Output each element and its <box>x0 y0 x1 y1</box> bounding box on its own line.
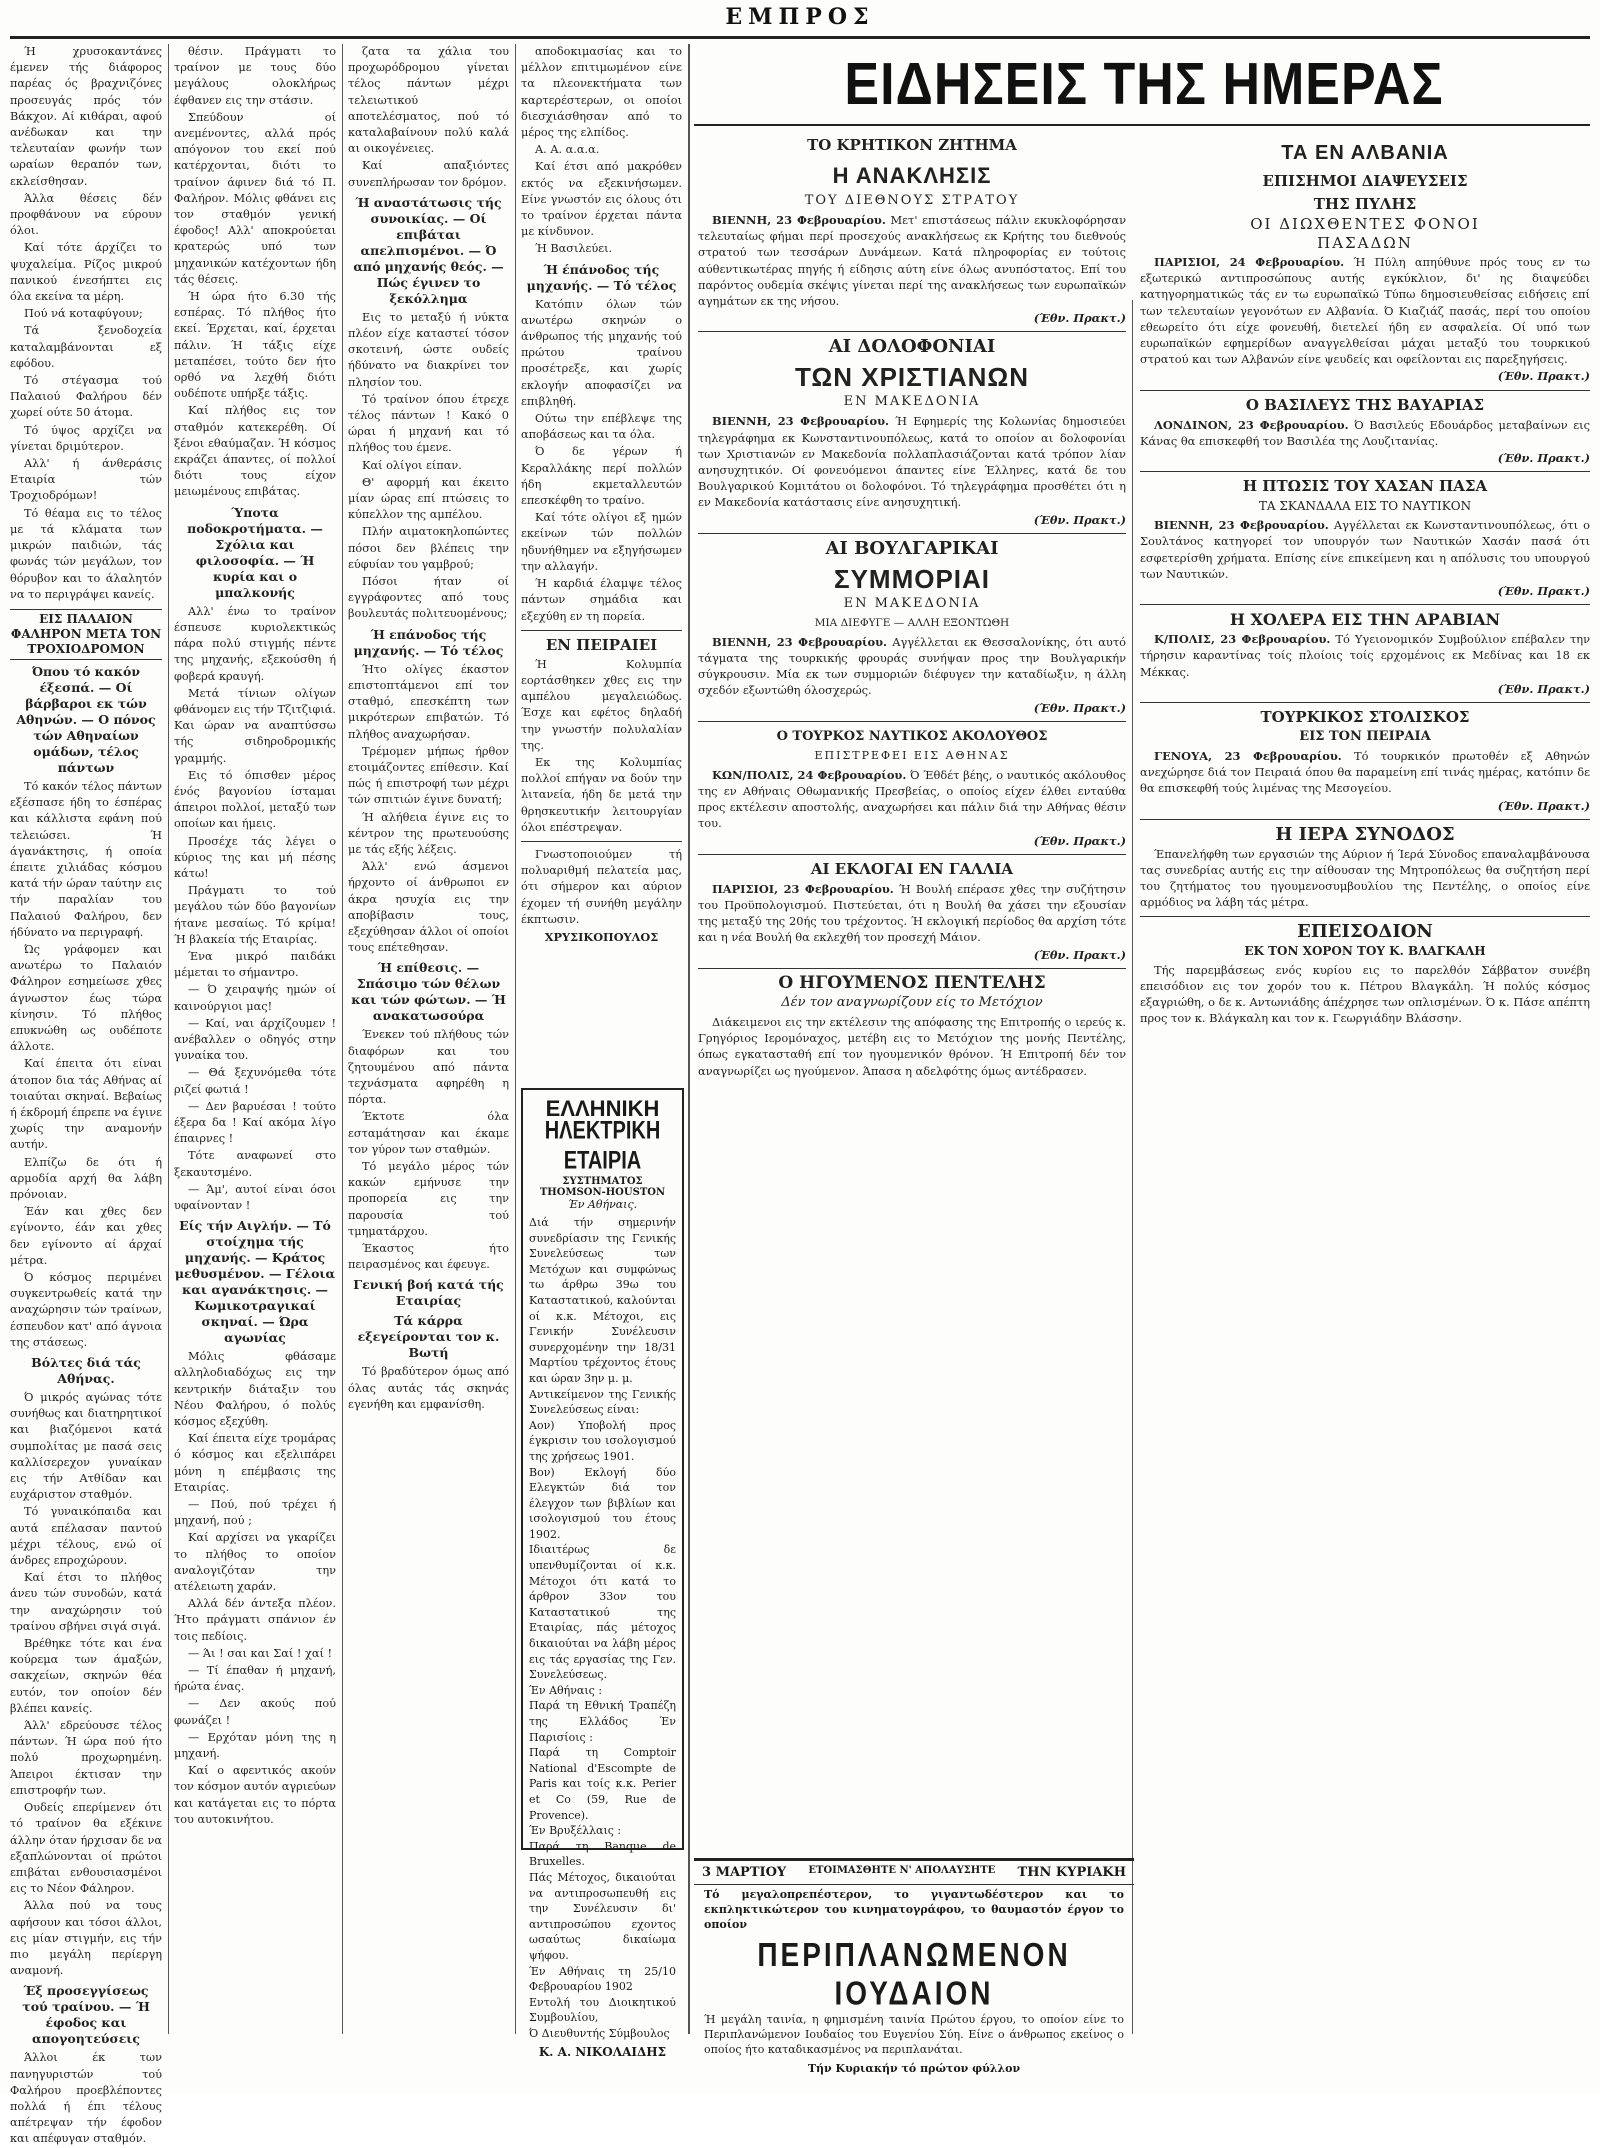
paragraph: ζατα τα χάλια του προχωρόδρομου γίνεται τέλος πάντων μέχρι τελειωτικού αποτελέσματος, πού τό καταλαβαίνουν πολύ καλά αι οικογένειες. <box>348 45 509 156</box>
news-heading: ΑΙ ΕΚΛΟΓΑΙ ΕΝ ΓΑΛΛΙΑ <box>810 859 1014 878</box>
section-heading: Ύποτα ποδοκροτήματα. — Σχόλια και φιλοσοφία. — Ή κυρία και ο μπαλκονής <box>187 504 323 600</box>
news-heading: ΤΩΝ ΧΡΙΣΤΙΑΝΩΝ <box>794 362 1030 393</box>
rule <box>1140 819 1590 820</box>
rule <box>1140 604 1590 605</box>
ad-title: ΕΛΛΗΝΙΚΗ <box>545 1096 660 1121</box>
paragraph: Καί ο αφεντικός ακούν τον κόσμον αυτόν αγριεύων και κατάγεται εις το πόρτα του αυτοκινήτου. <box>174 1764 336 1826</box>
news-heading: Η ΠΤΩΣΙΣ ΤΟΥ ΧΑΣΑΝ ΠΑΣΑ <box>1242 477 1488 496</box>
electric-company-ad <box>521 1088 684 2060</box>
section-heading: Τά κάρρα εξεγείρονται τον κ. Βωτή <box>357 1313 500 1361</box>
news-body: Ή Βουλή επέρασε χθες την συζήτησιν του Προϋπολογισμού. Πιστεύεται, ότι η Βουλή θα χάσει την εξουσίαν της μεταξύ της 20ής του τρέχοντος. Ή εκλογική περίοδος θα αρχίση τότε και η νέα Βουλή θα εκλεχθή τον προσεχή Μάιον. <box>698 881 1126 945</box>
section-heading: Βόλτες διά τάς Αθήνας. <box>31 1355 141 1387</box>
news-subheading: ΠΑΣΑΔΩΝ <box>1317 234 1413 252</box>
rule <box>698 968 1126 969</box>
paragraph: Παρά τη Εθνική Τραπέζη της Ελλάδος Έν Παρισίοις : <box>529 1699 676 1744</box>
section-subheading: Όπου τό κακόν έξεσπά. — Οί βάρβαροι εκ τών Αθηνών. — Ο πόνος τών Αθηναίων ομάδων, τέλος πάντων <box>16 663 156 775</box>
news-left-column <box>698 132 1126 1854</box>
paragraph: Τό στέγασμα τού Παλαιού Φαλήρου δέν χωρεί ούτε 50 άτομα. <box>10 374 162 420</box>
paragraph: Μόλις φθάσαμε αλληλοδιαδόχως εις την κεντρικήν διάταξιν του Νέου Φαλήρου, ό πολύς κόσμος εξεχύθη. <box>174 1350 336 1429</box>
paragraph: Τό μεγάλο μέρος τών κακών εμήνυσε την προπορεία εις την παρουσία τού τμηματάρχου. <box>348 1159 509 1238</box>
ad-title: ΗΛΕΚΤΡΙΚΗ ΕΤΑΙΡΙΑ <box>544 1117 661 1175</box>
dateline: Κ/ΠΟΛΙΣ, 23 Φεβρουαρίου. <box>1154 632 1331 647</box>
paragraph: Έκτοτε όλα εσταμάτησαν και έκαμε τον γύρον των σταθμών. <box>348 1110 509 1156</box>
paragraph: Έκαστος ήτο πειρασμένος και έφευγε. <box>348 1241 509 1272</box>
news-body: Διάκειμενοι εις την εκτέλεσιν της απόφασης της Επιτροπής ο ιερεύς κ. Γρηγόριος Ιερομόναχος, μετέβη εις το Μετόχιον της μονής Πεντέλης, όπως εγκατασταθή επί τον ηγουμενικόν θρόνον. Ή Επιτροπή δέν τον αναγνωρίζει ως ηγούμενον. Άπασα η αδελφότης όμως αντέδρασεν. <box>698 1014 1126 1078</box>
paragraph: Ό δε γέρων ή Κεραλλάκης περί πολλών ήδη εκμεταλλευτών επεσκέφθη το τραίνο. <box>521 445 682 508</box>
rule <box>1140 702 1590 703</box>
paragraph: — Τί έπαθαν ή μηχανή, ήρώτα ένας. <box>174 1664 336 1694</box>
paragraph: Τά ξενοδοχεία καταλαμβάνονται εξ εφόδου. <box>10 324 162 370</box>
column-4 <box>521 44 682 1074</box>
news-source: (Έθν. Πρακτ.) <box>1497 369 1590 384</box>
paragraph: Άλλα πού να τους αφήσουν και τόσοι άλλοι, εις μίαν στιγμήν, εις τήν πιο μεγάλη περίεργη αναμονή. <box>10 1899 162 1978</box>
news-source: (Έθν. Πρακτ.) <box>1497 681 1590 696</box>
paragraph: Καί τότε άρχίζει το ψυχαλείμα. Ρίζος μικρού πανικού ένεσήπτει εις όλα εκείνα τα μέρη. <box>10 241 162 304</box>
news-heading: ΣΥΜΜΟΡΙΑΙ <box>833 563 991 594</box>
section-heading: ΕΙΣ ΠΑΛΑΙΟΝ ΦΑΛΗΡΟΝ ΜΕΤΑ ΤΟΝ ΤΡΟΧΙΟΔΡΟΜΟΝ <box>10 609 162 660</box>
dateline: ΒΙΕΝΝΗ, 23 Φεβρουαρίου. <box>712 414 889 429</box>
paragraph: — Δεν βαρυέσαι ! τούτο έξερα δα ! Καί ακόμα λίγο έπαιρνες ! <box>174 1099 336 1146</box>
paragraph: Ένεκεν τού πλήθους τών διαφόρων και του ζητουμένου από πάντα τεχνάσματα αφηρέθη η πόρτα. <box>348 1028 509 1107</box>
paragraph: — Καί, ναι άρχίζουμεν ! ανέβαλλεν ο οδηγός στην γυναίκα του. <box>174 1016 336 1063</box>
paragraph: Έν Αθήναις : <box>529 1683 603 1697</box>
column-rule <box>515 44 516 2034</box>
cinema-ad-day: ΤΗΝ ΚΥΡΙΑΚΗ <box>1017 1865 1126 1880</box>
paragraph: Αλλ' ένω το τραίνον έσπευσε κυριολεκτικώς πάρα πολύ στιγμής πέντε της μηχανής, εξεκούσθη ή φοβερά κραυγή. <box>174 604 336 683</box>
section-heading: Γενική βοή κατά τής Εταιρίας <box>353 1277 504 1309</box>
paragraph: Έν Βρυξέλλαις : <box>529 1824 622 1838</box>
news-source: (Έθν. Πρακτ.) <box>1033 947 1126 962</box>
paragraph: Αον) Υποβολή προς έγκρισιν του ισολογισμού της χρήσεως 1901. <box>529 1418 676 1463</box>
column-rule <box>688 44 690 2034</box>
news-body: Έπανελήφθη των εργασιών της Αύριον ή Ίερά Σύνοδος επαναλαμβάνουσα τας συνεδρίας αυτής εις την αίθουσαν της Μητροπόλεως θα συζητήση περί του ζητήματος του ηγουμενοσυμβουλίου της Πεντέλης, ο οποίος είνε αρμόδιος να λάβη τάς μέτρα. <box>1140 846 1590 910</box>
news-heading: ΑΙ ΔΟΛΟΦΟΝΙΑΙ <box>828 336 996 358</box>
ad-subtitle: Έν Αθήναις. <box>567 1198 638 1211</box>
paragraph: αποδοκιμασίας και το μέλλον επιτιμωμένον είνε τα πλεονεκτήματα των καρτερέστερων, οι οποίοι διεσχιάσθησαν από το μέρος της ελπίδος. <box>521 45 682 140</box>
news-heading: ΤΗΣ ΠΥΛΗΣ <box>1313 195 1417 213</box>
dateline: ΠΑΡΙΣΙΟΙ, 23 Φεβρουαρίου. <box>712 881 894 896</box>
paragraph: Καί έτσι το πλήθος άνευ τών συνοδών, κατά την αναχώρησιν τού τραίνου σβήνει σιγά σιγά. <box>10 1571 162 1633</box>
paragraph: Καί αρχίσει να γκαρίζει το πλήθος το οποίον αναλογιζόταν την ατέλειωτη χαράν. <box>174 1531 336 1594</box>
news-heading: ΤΟ ΚΡΗΤΙΚΟΝ ΖΗΤΗΜΑ <box>807 136 1017 154</box>
news-body: Μετ' επιστάσεως πάλιν εκυκλοφόρησαν τελευταίως φήμαι περί προσεχούς ανακλήσεως εκ Κρήτης του διεθνούς στρατού των τεσσάρων Δυνάμεων. Κατά πληροφορίας εν τούτοις αύθεντικωτέρας πηγής ή είδησις αύτη είνε όλως ανυπόστατος. Επί του παρόντος ουδεμία σκέψις γίνεται περί της ανακλήσεως των ευρωπαϊκών αγημάτων εκ της νήσου. <box>698 213 1126 309</box>
paragraph: Καί έπειτα είχε τρομάρας ό κόσμος και εξελιπάρει μόνη η επέμβασις της Εταιρίας. <box>174 1432 336 1494</box>
rule <box>1140 471 1590 472</box>
paragraph: Κατόπιν όλων τών ανωτέρω σκηνών ο άνθρωπος τής μηχανής τού πρώτου τραίνου προσέτρεξε, και χωρίς εκλογήν αποφασίζει να επιβληθή. <box>521 297 682 408</box>
paragraph: Τό τραίνον όπου έτρεχε τέλος πάντων ! Κακό 0 ώραι ή μηχανή και τό πλήθος του έμενε. <box>348 392 509 455</box>
rule <box>521 630 682 631</box>
cinema-ad-text: Ή μεγάλη ταινία, η φημισμένη ταινία Πρώτου έργου, το οποίον είνε το Περιπλανώμενον Ιουδαίος του Ευγενίου Σύη. Είνε ο άνθρωπος εκείνος ο οποίος ήτο καταδικασμένος να περιπλανάται. <box>704 2013 1124 2056</box>
news-subheading: ΕΚ ΤΟΝ ΧΟΡΟΝ ΤΟΥ Κ. ΒΛΑΓΚΑΛΗ <box>1244 943 1486 958</box>
paragraph: Ή αλήθεια έγινε εις το κέντρον της πρωτευούσης με τάς εξής λέξεις. <box>348 810 509 856</box>
news-heading: ΕΠΙΣΗΜΟΙ ΔΙΑΨΕΥΣΕΙΣ <box>1262 172 1468 190</box>
rule <box>1140 916 1590 917</box>
column-rule <box>1132 300 1133 2034</box>
paragraph: Ό Διευθυντής Σύμβουλος <box>529 2026 670 2040</box>
paragraph: Άλλ' εδρεύουσε τέλος πάντων. Ή ώρα πού ήτο πολύ προχωρημένη. Άπειροι έκτισαν την επιστροφήν των. <box>10 1719 162 1797</box>
news-heading: ΤΑ ΕΝ ΑΛΒΑΝΙΑ <box>1281 142 1449 164</box>
paragraph: Βον) Εκλογή δύο Ελεγκτών διά τον έλεγχον των βιβλίων και ισολογισμού του έτους 1902. <box>529 1465 676 1541</box>
news-right-column <box>1140 132 1590 1854</box>
section-heading: Ή επάνοδος τής μηχανής. — Τό τέλος <box>353 626 504 658</box>
cinema-ad-title: ΠΕΡΙΠΛΑΝΩΜΕΝΟΝ ΙΟΥΔΑΙΟΝ <box>757 1936 1071 2012</box>
section-heading: Ή έπάνοδος τής μηχανής. — Τό τέλος <box>526 261 677 293</box>
paragraph: — Πού, πού τρέχει ή μηχανή, πού ; <box>174 1498 336 1528</box>
cinema-ad <box>694 1858 1134 2075</box>
section-heading: ΕΝ ΠΕΙΡΑΙΕΙ <box>545 635 658 654</box>
dateline: ΛΟΝΔΙΝΟΝ, 23 Φεβρουαρίου. <box>1154 417 1349 432</box>
paragraph: Αντικείμενον της Γενικής Συνελεύσεως είναι: <box>529 1387 676 1417</box>
masthead: ΕΜΠΡΟΣ <box>725 4 875 30</box>
column-rule <box>342 44 343 2034</box>
cinema-ad-header <box>694 1861 1134 1885</box>
news-heading: Ο ΤΟΥΡΚΟΣ ΝΑΥΤΙΚΟΣ ΑΚΟΛΟΥΘΟΣ <box>776 728 1048 744</box>
cinema-ad-text: Τό μεγαλοπρεπέστερον, το γιγαντωδέστερον και το εκπληκτικώτερον του κινηματογράφου, το θαυμαστόν έργον το οποίον <box>704 1888 1124 1931</box>
paragraph: Βρέθηκε τότε και ένα κούρεμα των άμαξών, σακχείων, σκηνών θέα ευτόν, τον οποίον δέν βλέπει κανείς. <box>10 1637 162 1715</box>
paragraph: Τό θέαμα εις το τέλος με τά κλάματα των μικρών παιδιών, τάς φωνάς τών μεγάλων, τον θόρυβον και το άλαλητόν να το περιγράψει κανείς. <box>10 506 162 601</box>
paragraph: Καί τότε ολίγοι εξ ημών εκείνων τών πολλών ηδυνήθημεν να εξηγήσωμεν την αλλαγήν. <box>521 511 682 573</box>
news-heading: Η ΑΝΑΚΛΗΣΙΣ <box>832 163 992 188</box>
notice: Γνωστοποιούμεν τή πολυαριθμή πελατεία μας, ότι σήμερον και αύριον έχομεν τή συνήθη μεγάλην έκπτωσιν. <box>521 847 682 926</box>
ad-subtitle: ΣΥΣΤΗΜΑΤΟΣ THOMSON-HOUSTON <box>539 1176 666 1198</box>
paragraph: Καί έπειτα ότι είναι άτοπον δια τάς Αθήνας αί τοιαύται σκηναί. Βεβαίως ή έκδρομή έπρεπε να έγινε χωρίς την αναμονήν αυτήν. <box>10 1057 162 1152</box>
news-source: (Έθν. Πρακτ.) <box>1033 700 1126 715</box>
section-heading: Ή αναστάτωσις τής συνοικίας. — Οί επιβάται απελπισμένοι. — Ό από μηχανής θεός. — Πώς έγινεν το ξεκόλλημα <box>353 194 504 306</box>
paragraph: Α. Α. α.α.α. <box>535 143 600 157</box>
rule <box>698 854 1126 855</box>
cinema-ad-text: Τήν Κυριακήν τό πρώτον φύλλον <box>807 2062 1021 2075</box>
paragraph: Πλήν αιματοκηλοπώντες πόσοι δεν βλέπεις την εύφυίαν του γαμβρού; <box>348 525 509 571</box>
paragraph: Τό ύψος αρχίζει να γίνεται δριμύτερον. <box>10 423 162 453</box>
paragraph: Έάν και χθες δεν εγίνοντο, έάν και χθες δεν εγίνοντο αί άρχαί μέτρα. <box>10 1205 162 1267</box>
news-body: Αγγέλλεται εκ Κωνσταντινουπόλεως, ότι ο Σουλτάνος κατηγορεί τον υπουργόν των Ναυτικών Χασάν πασά ότι εσφετερίσθη χρήματα. Επίσης είνε επικείμενη και η απόλυσις του υπουργού των Ναυτικών. <box>1140 518 1591 581</box>
paragraph: Αλλά δέν άντεξα πλέον. Ήτο πράγματι σπάνιον έν τοις πεδίοις. <box>174 1597 336 1643</box>
paragraph: — Άι ! σαι και Σαί ! χαί ! <box>188 1646 333 1660</box>
section-heading: Είς τήν Αιγλήν. — Τό στοίχημα τής μηχανής. — Κράτος μεθυσμένον. — Γέλοια και αγανάκτησις. — Κωμικοτραγικαί σκηναί. — Ώρα αγωνίας <box>174 1218 336 1346</box>
dateline: ΒΙΕΝΝΗ, 23 Φεβρουαρίου. <box>712 634 887 649</box>
paragraph: Ό μικρός αγώνας τότε συνήθως και διατηρητικοί και βιαζόμενοι κατά συμπολίτας με πασά σεις καλλίσερεχον γυναίκαν εις τήν Ατθίδαν και ευχάριστον σταθμόν. <box>10 1391 162 1502</box>
paragraph: Έν Αθήναις τη 25/10 Φεβρουαρίου 1902 <box>529 1964 676 1994</box>
news-heading: ΑΙ ΒΟΥΛΓΑΡΙΚΑΙ <box>825 537 999 559</box>
paragraph: Παρά τη Banque de Bruxelles. <box>529 1839 676 1869</box>
signature: ΧΡΥΣΙΚΟΠΟΥΛΟΣ <box>544 929 659 944</box>
paragraph: Ένα μικρό παιδάκι μέμεται το σήμαντρο. <box>174 949 336 980</box>
column-3 <box>348 44 509 2034</box>
dateline: ΒΙΕΝΝΗ, 23 Φεβρουαρίου. <box>712 213 886 227</box>
news-subheading: ΤΑ ΣΚΑΝΔΑΛΑ ΕΙΣ ΤΟ ΝΑΥΤΙΚΟΝ <box>1258 499 1472 514</box>
news-source: (Έθν. Πρακτ.) <box>1033 311 1126 326</box>
title-rule <box>694 124 1590 126</box>
dateline: ΚΩΝ/ΠΟΛΙΣ, 24 Φεβρουαρίου. <box>712 767 907 782</box>
paragraph: Εκ της Κολυμπίας πολλοί επήγαν να δούν την λιτανεία, ήδη δε μετά την θρησκευτικήν λειτουργίαν όλοι επέστρεψαν. <box>521 755 682 834</box>
news-heading: Η ΧΟΛΕΡΑ ΕΙΣ ΤΗΝ ΑΡΑΒΙΑΝ <box>1229 610 1501 630</box>
paragraph: Ήτο ολίγες έκαστον επιστοπτάμενοι επί τον σταθμό, επεσκέπτη των μικρότερων επιβατών. Τό πλήθος αναχωρήσαν. <box>348 662 509 741</box>
paragraph: Πόσοι ήταν οί εγγράφοντες από τους βουλευτάς πολιτευομένους; <box>348 575 509 621</box>
paragraph: Ουδείς επερίμενεν ότι τό τραίνον θα εξέκινε άλλην όταν ήρχισαν δε να εξαπλώνονται οί πρώτοι επιβάται ενθουσιασμένοι εις το Νέον Φάληρον. <box>10 1801 162 1896</box>
news-subheading: ΕΙΣ ΤΟΝ ΠΕΙΡΑΙΑ <box>1299 729 1431 745</box>
paragraph: Ώς γράφομεν και ανωτέρω το Παλαιόν Φάληρον εσημείωσε χθες άγνωστον έως τώρα κίνησιν. Τό πλήθος επυκνώθη ως ουδέποτε άλλοτε. <box>10 942 162 1054</box>
paragraph: Ιδιαιτέρως δε υπενθυμίζονται οί κ.κ. Μέτοχοι ότι κατά το άρθρον 33ον του Καταστατικού της Εταιρίας, πάς μέτοχος δικαιούται να λάβη μέρος εις τάς εργασίας της Γεν. Συνελεύσεως. <box>529 1543 676 1682</box>
news-source: (Έθν. Πρακτ.) <box>1497 451 1590 466</box>
paragraph: Τό κακόν τέλος πάντων εξέσπασε ήδη το έσπέρας και κάλλιστα εφάνη πού τελειώσει. Ή άγανάκτησις, ή οποία έπειτε χιλιάδας κόσμου κατά τήν ώραν ταύτην εις τήν παραλίαν του Παλαιού Φαλήρου, δεν ήδύνατο να περιγραφή. <box>10 779 162 939</box>
paragraph: Ελπίζω δε ότι ή αρμοδία αρχή θα λάβη πρόνοιαν. <box>10 1155 162 1201</box>
news-subheading: ΟΙ ΔΙΩΧΘΕΝΤΕΣ ΦΟΝΟΙ <box>1250 215 1480 233</box>
paragraph: Τό γυναικόπαιδα και αυτά επέλασαν παντού μέχρι τέλους, ενώ οί άνδρες επροχώρουν. <box>10 1505 162 1568</box>
paragraph: Ή ώρα ήτο 6.30 τής εσπέρας. Τό πλήθος ήτο εκεί. Έρχεται, καί, έρχεται πάλιν. Ή τάξις είχε μεταπέσει, τούτο δεν ήτο ορθό να λεχθή διότι ουδέποτε υπήρξε τάξις. <box>174 290 336 401</box>
news-body: Τό τουρκικόν πρωτοθέν εξ Αθηνών ανεχώρησε διά τον Πειραιά όπου θα παραμείνη επί τινάς ημέρας, κατόπιν δε θα επισκεφθή τούς λιμένας της Μεσογείου. <box>1140 749 1590 796</box>
paragraph: Πάς Μέτοχος, δικαιούται να αντιπροσωπευθή εις την Συνέλευσιν δι' αντιπροσώπου εχοντος ωσαύτως δικαίωμα ψήφου. <box>529 1870 676 1962</box>
news-heading: Ο ΗΓΟΥΜΕΝΟΣ ΠΕΝΤΕΛΗΣ <box>778 972 1046 993</box>
paragraph: Σπεύδουν οί ανεμένοντες, αλλά πρός απόγονον του εκεί πού κατέρχονται, διότι το τραίνον άφινεν διά τό Π. Φαλήρον. Μόλις φθάνει εις τον σταθμόν γενική έφοδος! Αλλ' αποκρούεται κρατερώς υπό των μηχανικών κατέχοντων ήδη τάς θέσεις. <box>174 110 336 286</box>
paragraph: Παρά τη Comptoir National d'Escompte de Paris και τοίς κ.κ. Perier et Co (59, Rue de Provence). <box>529 1746 676 1822</box>
news-subheading: Δέν τον αναγνωρίζουν είς το Μετόχιον <box>781 994 1043 1010</box>
dateline: ΠΑΡΙΣΙΟΙ, 24 Φεβρουαρίου. <box>1154 255 1345 269</box>
paragraph: Πράγματι το τού μεγάλου τών δύο βαγονίων ήτανε μεσαίως. Τό κρίμα! Ή βλακεία τής Εταιρίας. <box>174 884 336 946</box>
paragraph: — Δεν ακούς πού φωνάζει ! <box>174 1697 336 1727</box>
paragraph: θέσιν. Πράγματι το τραίνον με τους δύο μεγάλους ολοκλήρως έφθανεν εις την στάσιν. <box>174 45 336 107</box>
rule <box>1140 390 1590 391</box>
rule <box>698 533 1126 534</box>
cinema-ad-tagline: ΕΤΟΙΜΑΣΘΗΤΕ Ν' ΑΠΟΛΑΥΣΗΤΕ <box>808 1865 996 1876</box>
dateline: ΒΙΕΝΝΗ, 23 Φεβρουαρίου. <box>1154 518 1329 533</box>
news-heading: Ο ΒΑΣΙΛΕΥΣ ΤΗΣ ΒΑΥΑΡΙΑΣ <box>1245 395 1485 414</box>
news-body: Αγγέλλεται εκ Θεσσαλονίκης, ότι αυτό τάγματα της τουρκικής φρουράς συνήψαν προς την Βουλγαρικήν σύγκρουσιν. Μία εκ των συμμοριών διέφυγεν την καταδίωξιν, η άλλη σχεδόν εξωντώθη όλοσχερώς. <box>698 634 1127 698</box>
paragraph: Ή Βασιλεύει. <box>535 242 613 256</box>
news-body: Ή Πύλη απηύθυνε πρός τους εν τω εξωτερικώ αντιπροσώπους αυτής εγκύκλιον, δι' ης διαψεύδει κατηγορηματικώς τάς εν τω ευρωπαϊκώ Τύπω δημοσιευθείσας ειδήσεις επί των τελευταίων γεγονότων εν Αλβανία. Ό Κιαζιάζ πασάς, περί του οποίου εθεωρείτο ότι είχε φονευθή, διετελεί ήδη εν ασφαλεία. Οί υπό των ευρωπαϊκών εφημερίδων αναγγελθείσαι μάχαι μεταξύ του τουρκικού στρατού και των Αλβανών είνε ψευδείς και οφείλονται εις παρεξηγήσεις. <box>1140 255 1591 367</box>
paragraph: Ό κόσμος περιμένει συγκεντρωθείς κατά την αναχώρησιν τών τραίνων, έσπευδον κατ' από άγνοια της στάσεως. <box>10 1271 162 1349</box>
ad-signature: Κ. Α. ΝΙΚΟΛΑΙΔΗΣ <box>538 2045 667 2060</box>
paragraph: — Ερχόταν μόνη της η μηχανή. <box>174 1730 336 1761</box>
news-subheading: ΕΝ ΜΑΚΕΔΟΝΙΑ <box>843 595 981 611</box>
paragraph: Προσέχε τάς λέγει ο κύριος της και μή πέσης κάτω! <box>174 834 336 880</box>
paragraph: Καί απαξιόντες συνεπλήρωσαν τον δρόμον. <box>348 159 509 189</box>
paragraph: Τρέμομεν μήπως ήρθον ετοιμάζοντες επίθεσιν. Καί πώς ή επιστροφή των μέχρι τών σπιτιών έγινε δυνατή; <box>348 744 509 807</box>
paragraph: Διά τήν σημερινήν συνεδρίασιν της Γενικής Συνελεύσεως των Μετόχων και συμφώνως τω άρθρω 39ω του Καταστατικού, καλούνται οί κ.κ. Μέτοχοι, εις Γενικήν Συνέλευσιν συνερχομένην την 18/31 Μαρτίου τρέχοντος έτους και ώραν 3ην μ. μ. <box>529 1216 676 1385</box>
paragraph: Καί πλήθος εις τον σταθμόν κατεκερέθη. Οί ξένοι εθαύμαζαν. Ή κόσμος εκράζει άπαντες, οί πολλοί διότι τους είχον μειωμένους επιβάτας. <box>174 404 336 499</box>
paragraph: Μετά τίνιων ολίγων φθάνομεν εις τήν Τζιτζιφιά. Και ώραν να αναπτύσσω τής σιδηροδρομικής γραμμής. <box>174 686 336 765</box>
news-subheading: ΕΝ ΜΑΚΕΔΟΝΙΑ <box>843 394 981 410</box>
paragraph: Άλλ' ενώ άσμενοι ήρχοντο οί άνθρωποι εν άκρα ησυχία εις την αποβίβασιν τους, εξεχύθησαν άλλοι οί οποίοι τους επέτεθησαν. <box>348 860 509 955</box>
paragraph: Άλλα θέσεις δέν προφθάνουν να εύρουν όλοι. <box>10 191 162 238</box>
paragraph: Ή καρδιά έλαμψε τέλος πάντων σημάδια και εξεχύθη εν τη πορεία. <box>521 577 682 623</box>
news-body: Τής παρεμβάσεως ενός κυρίου εις το παρελθόν Σάββατον συνέβη επεισόδιον εις τον χορόν του κ. Πέτρου Βλαγκάλη. Ή πολύς κόσμος εξαγριώθη, ο δε κ. Αντωνιάδης άπέχρησε των οπλισμένων. Ό κ. Πάσε απέπτη προς τον κ. Βλάγκαλη και τον κ. Γεωργιάδην Βλάσσην. <box>1140 962 1590 1026</box>
news-body: Τό Υγειονομικόν Συμβούλιον επέβαλεν την τήρησιν καραντίνας τοίς πλοίοις τοίς ερχομένοις εκ Μεδίνας και 18 εκ Μέκκας. <box>1140 632 1591 679</box>
paragraph: Τότε αναφωνεί στο ξεκαυτσμένο. <box>174 1149 336 1179</box>
news-source: (Έθν. Πρακτ.) <box>1497 584 1590 599</box>
news-source: (Έθν. Πρακτ.) <box>1033 512 1126 527</box>
section-heading: Ή επίθεσις. — Σπάσιμο τών θέλων και τών φώτων. — Ή ανακατωσούρα <box>351 960 506 1024</box>
news-heading: ΤΟΥΡΚΙΚΟΣ ΣΤΟΛΙΣΚΟΣ <box>1260 708 1470 727</box>
news-subheading: ΕΠΙΣΤΡΕΦΕΙ ΕΙΣ ΑΘΗΝΑΣ <box>814 748 1010 762</box>
cinema-ad-date: 3 ΜΑΡΤΙΟΥ <box>702 1865 787 1880</box>
paragraph: Καί έτσι από μακρόθεν εκτός να εξεκινήσωμεν. Είνε γνωστόν εις όλους ότι το τραίνον έρχεται πάντα με κίνδυνον. <box>521 160 682 239</box>
dateline: ΓΕΝΟΥΑ, 23 Φεβρουαρίου. <box>1154 749 1342 764</box>
news-body: Ό Έθδέτ βέης, ο ναυτικός ακόλουθος της εν Αθήναις Οθωμανικής Πρεσβείας, ο οποίος είχεν έλθει ενταύθα προς εκτέλεσιν αποστολής, αναχωρήσει και πάλιν διά την Αθήνας θέσιν του. <box>698 767 1126 831</box>
paragraph: Εις το μεταξύ ή νύκτα πλέον είχε καταστεί τόσον σκοτεινή, ώστε ουδείς ήδύνατο να διακρίνει τον πλησίον του. <box>348 310 509 389</box>
paragraph: Άλλοι έκ των πανηγυριστών τού Φαλήρου προεβλέποντες πολλά ή έπι τέλους απέτρεψαν τήν έφοδον και απέφυγαν σταθμόν. <box>10 2051 162 2146</box>
paragraph: Καί ολίγοι είπαν. <box>362 458 462 472</box>
rule <box>698 331 1126 332</box>
paragraph: Ή χρυσοκαντάνες έμενεν τής διάφορος παρέας ός βραχνιζόνες προσευγάς πρός τόν Βάκχον. Αί κιθάραι, αφού ανέδωκαν και την τελευταίαν φωνήν των ωραίων θεραπόν των, εκλείσθησαν. <box>10 45 162 188</box>
news-source: (Έθν. Πρακτ.) <box>1497 798 1590 813</box>
rule <box>521 841 682 842</box>
section-heading: Έξ προσεγγίσεως τού τραίνου. — Ή έφοδος και απογοητεύσεις <box>22 1983 150 2047</box>
news-body: Ό Βασιλεύς Εδουάρδος μεταβαίνων εις Κάνας θα επισκεφθή τον Βασιλέα της Λουζιτανίας. <box>1140 417 1591 448</box>
paragraph: — Άμ', αυτοί είναι όσοι υφαίνονταν ! <box>174 1182 336 1212</box>
column-1 <box>10 44 162 2146</box>
paragraph: — Θά ξεχυνόμεθα τότε ριζεί φωτιά ! <box>174 1066 336 1096</box>
column-rule <box>168 44 169 2034</box>
news-title: ΕΙΔΗΣΕΙΣ ΤΗΣ ΗΜΕΡΑΣ <box>844 51 1444 118</box>
news-subheading: ΜΙΑ ΔΙΕΦΥΓΕ — ΑΛΛΗ ΕΞΟΝΤΩΘΗ <box>814 616 1010 629</box>
paragraph: Εις τό όπισθεν μέρος ένός βαγονίου ίσταμαι άπειροι πολλοί, μεταξύ των οποίων και ήμεις. <box>174 768 336 831</box>
news-heading: ΕΠΕΙΣΟΔΙΟΝ <box>1297 920 1433 942</box>
rule <box>698 721 1126 722</box>
news-subheading: ΤΟΥ ΔΙΕΘΝΟΥΣ ΣΤΡΑΤΟΥ <box>804 193 1020 208</box>
paragraph: — Ό χειραψής ημών οί καινούργιοι μας! <box>174 983 336 1013</box>
news-heading: Η ΙΕΡΑ ΣΥΝΟΔΟΣ <box>1275 823 1455 845</box>
column-2 <box>174 44 336 2034</box>
paragraph: Αλλ' ή άνθεράσις Εταιρία τών Τροχιοδρόμων! <box>10 457 162 503</box>
paragraph: Πού νά κοταφύγουν; <box>24 307 143 321</box>
paragraph: Τό βραδύτερον όμως από όλας αυτάς τάς σκηνάς εγενήθη και εμφανίσθη. <box>348 1365 509 1411</box>
news-body: Ή Εφημερίς της Κολωνίας δημοσιεύει τηλεγράφημα εκ Κωνσταντινουπόλεως, κατά το οποίον αι δολοφονίαι των Χριστιανών εν Μακεδονία πολλαπλασιάζονται κατά τρόπον λίαν ανησυχητικόν. Οί φονευόμενοι άπαντες είνε Έλληνες, κατά δε του Βουλγαρικού Κομιτάτου οι δολοφόνοι. Τό τηλεγράφημα προσθέτει ότι η εν Μακεδονία κατάστασις είνε ανησυχητική. <box>698 414 1127 510</box>
paragraph: Εντολή του Διοικητικού Συμβουλίου, <box>529 1995 676 2025</box>
paragraph: Ούτω την επέβλεψε της αποβάσεως και τα όλα. <box>521 412 682 442</box>
top-rule <box>10 36 1590 39</box>
paragraph: Θ' αφορμή και έκειτο μίαν ώρας επί πτώσεις το κύπελλον της αμπέλου. <box>348 475 509 522</box>
paragraph: Ή Κολυμπία εορτάσθηκεν χθες εις την αμπέλου μεγαλειώδως. Έσχε και εφέτος δηλαδή την γνωστήν πολυλαλίαν της. <box>521 657 682 752</box>
news-source: (Έθν. Πρακτ.) <box>1033 833 1126 848</box>
